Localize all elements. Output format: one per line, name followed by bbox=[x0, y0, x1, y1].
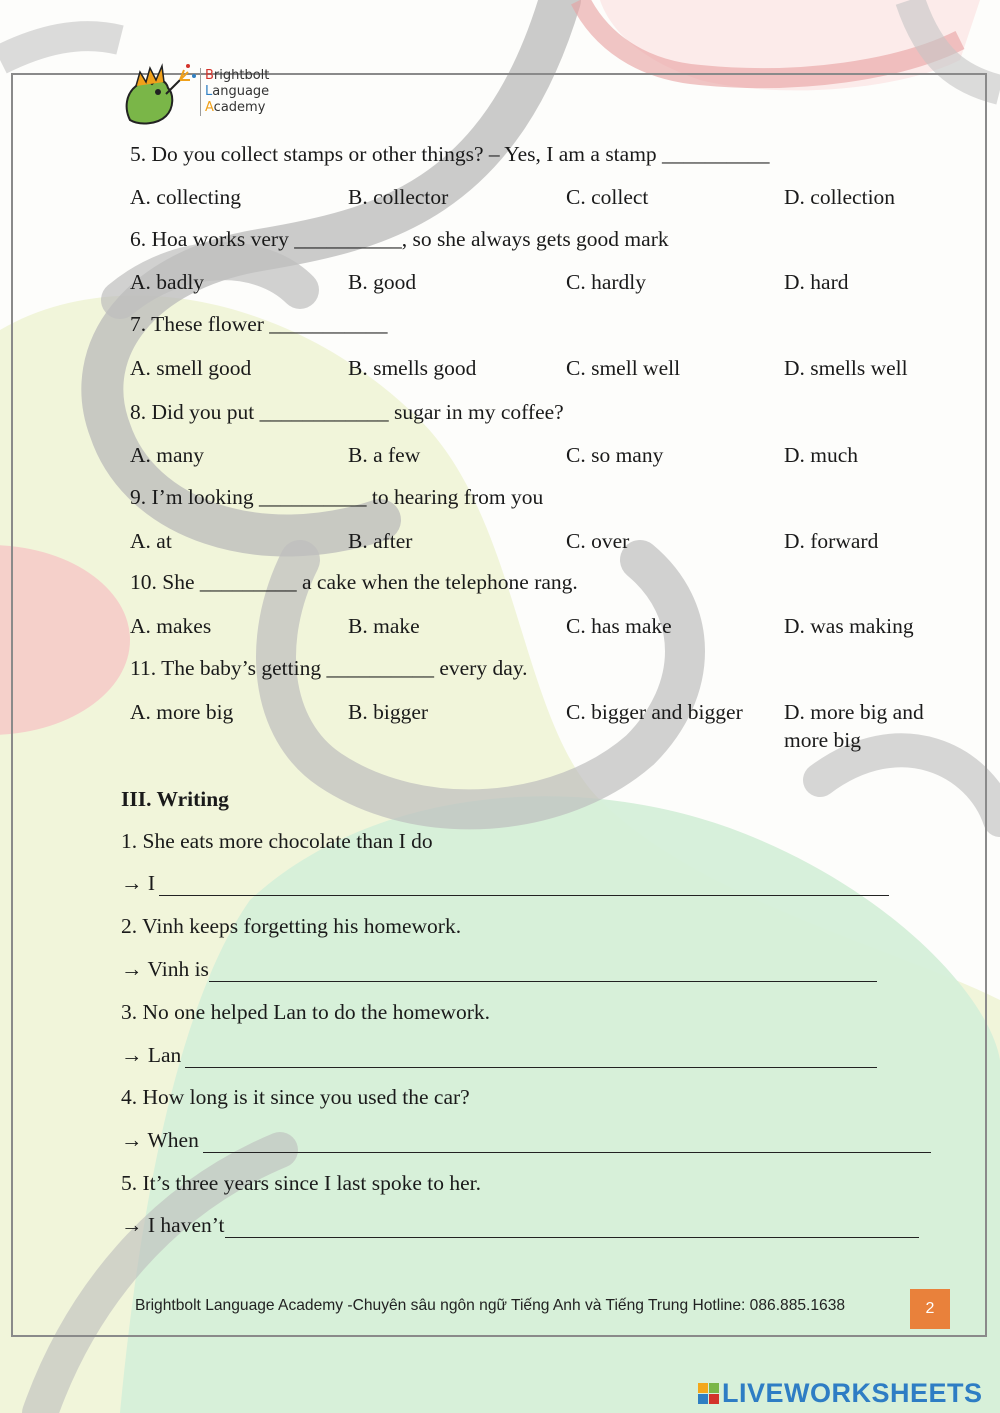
option-9c[interactable]: C. over bbox=[566, 529, 630, 553]
writing-answer-line-3[interactable] bbox=[185, 1047, 877, 1068]
option-7c[interactable]: C. smell well bbox=[566, 356, 681, 380]
watermark-text: LIVEWORKSHEETS bbox=[722, 1378, 983, 1408]
question-5: 5. Do you collect stamps or other things? – Yes, I am a stamp __________ bbox=[130, 142, 770, 166]
option-8a[interactable]: A. many bbox=[130, 443, 205, 467]
writing-start-4: → When bbox=[121, 1128, 199, 1152]
option-6b[interactable]: B. good bbox=[348, 270, 417, 294]
question-6: 6. Hoa works very __________, so she always gets good mark bbox=[130, 227, 669, 251]
logo-line-2: anguage bbox=[212, 84, 270, 99]
option-8c[interactable]: C. so many bbox=[566, 443, 664, 467]
option-6d[interactable]: D. hard bbox=[784, 270, 849, 294]
option-6a[interactable]: A. badly bbox=[130, 270, 205, 294]
writing-prompt-3: 3. No one helped Lan to do the homework. bbox=[121, 1000, 490, 1024]
question-8: 8. Did you put ____________ sugar in my coffee? bbox=[130, 400, 564, 424]
option-7d[interactable]: D. smells well bbox=[784, 356, 908, 380]
liveworksheets-watermark[interactable] bbox=[698, 1378, 983, 1409]
writing-answer-line-2[interactable] bbox=[209, 961, 877, 982]
writing-answer-line-4[interactable] bbox=[203, 1132, 931, 1153]
writing-answer-row-5 bbox=[121, 1212, 919, 1238]
logo-line-3: cademy bbox=[213, 100, 266, 115]
option-5c[interactable]: C. collect bbox=[566, 185, 649, 209]
footer-text: Brightbolt Language Academy -Chuyên sâu ngôn ngữ Tiếng Anh và Tiếng Trung Hotline: 086.885.1638 bbox=[135, 1297, 846, 1314]
option-7b[interactable]: B. smells good bbox=[348, 356, 477, 380]
section-heading-writing: III. Writing bbox=[121, 787, 229, 811]
page-number: 2 bbox=[910, 1289, 950, 1329]
option-5b[interactable]: B. collector bbox=[348, 185, 449, 209]
option-11a[interactable]: A. more big bbox=[130, 700, 234, 724]
option-10c[interactable]: C. has make bbox=[566, 614, 672, 638]
writing-answer-row-2 bbox=[121, 956, 877, 982]
writing-start-1: → I bbox=[121, 871, 156, 895]
option-10b[interactable]: B. make bbox=[348, 614, 420, 638]
option-5d[interactable]: D. collection bbox=[784, 185, 896, 209]
writing-answer-line-5[interactable] bbox=[225, 1217, 919, 1238]
writing-prompt-4: 4. How long is it since you used the car? bbox=[121, 1085, 470, 1109]
writing-answer-row-3 bbox=[121, 1042, 877, 1068]
option-8b[interactable]: B. a few bbox=[348, 443, 421, 467]
logo-text: Brightbolt Language Academy bbox=[200, 68, 269, 116]
dragon-logo-icon bbox=[118, 58, 196, 126]
option-9a[interactable]: A. at bbox=[130, 529, 172, 553]
option-11d-line-1: D. more big and bbox=[784, 700, 924, 724]
question-7: 7. These flower ___________ bbox=[130, 312, 388, 336]
option-5a[interactable]: A. collecting bbox=[130, 185, 242, 209]
option-11d[interactable] bbox=[784, 698, 924, 754]
option-11d-line-2: more big bbox=[784, 728, 862, 752]
academy-logo bbox=[118, 58, 269, 126]
option-11b[interactable]: B. bigger bbox=[348, 700, 429, 724]
writing-start-5: → I haven’t bbox=[121, 1213, 225, 1237]
writing-answer-row-1 bbox=[121, 870, 889, 896]
writing-answer-line-1[interactable] bbox=[159, 875, 889, 896]
liveworksheets-logo-icon bbox=[698, 1383, 720, 1405]
option-7a[interactable]: A. smell good bbox=[130, 356, 252, 380]
writing-answer-row-4 bbox=[121, 1127, 931, 1153]
option-6c[interactable]: C. hardly bbox=[566, 270, 647, 294]
option-11c[interactable]: C. bigger and bigger bbox=[566, 700, 743, 724]
option-9d[interactable]: D. forward bbox=[784, 529, 879, 553]
writing-prompt-1: 1. She eats more chocolate than I do bbox=[121, 829, 433, 853]
option-9b[interactable]: B. after bbox=[348, 529, 413, 553]
option-10d[interactable]: D. was making bbox=[784, 614, 914, 638]
question-9: 9. I’m looking __________ to hearing from you bbox=[130, 485, 544, 509]
question-10: 10. She _________ a cake when the telephone rang. bbox=[130, 570, 578, 594]
writing-start-2: → Vinh is bbox=[121, 957, 209, 981]
question-11: 11. The baby’s getting __________ every day. bbox=[130, 656, 528, 680]
option-10a[interactable]: A. makes bbox=[130, 614, 212, 638]
writing-prompt-2: 2. Vinh keeps forgetting his homework. bbox=[121, 914, 462, 938]
writing-start-3: → Lan bbox=[121, 1043, 182, 1067]
logo-line-1: rightbolt bbox=[213, 68, 270, 83]
option-8d[interactable]: D. much bbox=[784, 443, 859, 467]
writing-prompt-5: 5. It’s three years since I last spoke to her. bbox=[121, 1171, 482, 1195]
